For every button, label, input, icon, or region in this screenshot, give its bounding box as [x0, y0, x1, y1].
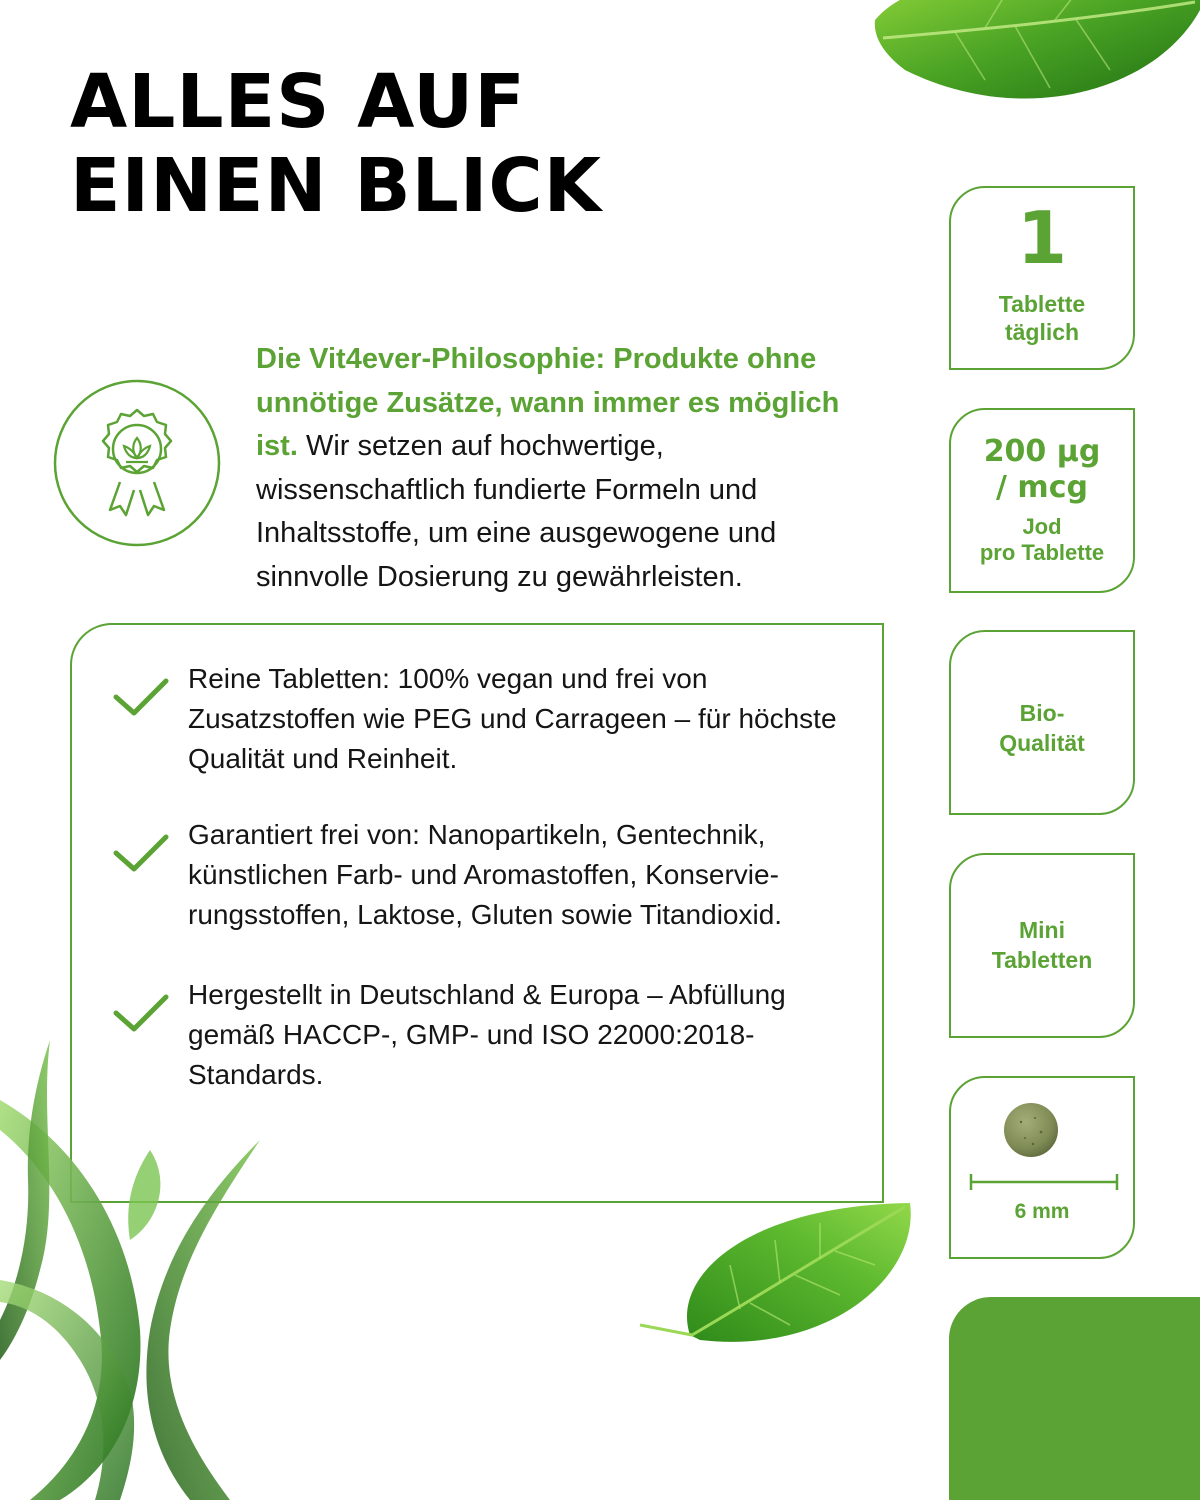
bio-quality-line-2: Qualität — [999, 730, 1085, 756]
page-title-line-1: ALLES AUF — [70, 59, 526, 145]
feature-text: Hergestellt in Deutschland & Europa – Abfüllung gemäß HACCP-, GMP- und ISO 22000:2018-Standards. — [188, 979, 786, 1090]
page-title — [70, 60, 770, 228]
dose-label-line-2: täglich — [1004, 319, 1080, 345]
leaf-decoration-bottom — [630, 1185, 930, 1375]
award-rosette-leaf-icon — [52, 378, 222, 548]
philosophy-highlight: Die Vit4ever-Philosophie: Produkte ohne unnötige Zusätze, wann immer es möglich ist. — [256, 343, 840, 462]
checkmark-icon — [112, 675, 170, 719]
bio-quality-card — [949, 630, 1135, 815]
mini-tablets-card — [949, 853, 1135, 1038]
dose-number: 1 — [1016, 196, 1068, 280]
iodine-card — [949, 408, 1135, 593]
bio-quality-line-1: Bio- — [1019, 700, 1065, 726]
plant-decoration — [0, 1030, 300, 1500]
iodine-amount — [951, 434, 1133, 506]
bio-quality-label — [951, 698, 1133, 758]
feature-text: Garantiert frei von: Nanopartikeln, Gentechnik, künstlichen Farb- und Aromastoffen, Konservie-rungsstoffen, Laktose, Gluten sowie Titandioxid. — [188, 819, 783, 930]
iodine-label-line-1: Jod — [1022, 514, 1062, 539]
tablet-size-card — [949, 1076, 1135, 1259]
iodine-amount-line-1: 200 µg — [983, 434, 1101, 469]
dose-label — [951, 290, 1133, 346]
size-ruler-icon — [969, 1174, 1119, 1190]
dose-label-line-1: Tablette — [998, 291, 1086, 317]
tablet-size-label: 6 mm — [1014, 1200, 1070, 1223]
mini-tablets-line-1: Mini — [1019, 917, 1065, 943]
mini-tablets-line-2: Tabletten — [991, 947, 1093, 973]
leaf-decoration-top — [835, 0, 1200, 160]
checkmark-icon — [112, 831, 170, 875]
iodine-amount-line-2: / mcg — [996, 470, 1088, 505]
tablet-icon — [1003, 1102, 1059, 1158]
iodine-label — [951, 514, 1133, 566]
dose-card — [949, 186, 1135, 370]
iodine-label-line-2: pro Tablette — [979, 540, 1105, 565]
page-title-line-2: EINEN BLICK — [70, 143, 602, 229]
feature-text: Reine Tabletten: 100% vegan und frei von Zusatzstoffen wie PEG und Carrageen – für höchste Qualität und Reinheit. — [188, 663, 837, 774]
philosophy-paragraph — [256, 338, 856, 599]
philosophy-body: Wir setzen auf hochwertige, wissenschaftlich fundierte Formeln und Inhaltsstoffe, um eine ausgewogene und sinnvolle Dosierung zu gewährleisten. — [256, 430, 777, 593]
checkmark-icon — [112, 991, 170, 1035]
mini-tablets-label — [951, 915, 1133, 975]
green-accent-block — [949, 1297, 1200, 1500]
